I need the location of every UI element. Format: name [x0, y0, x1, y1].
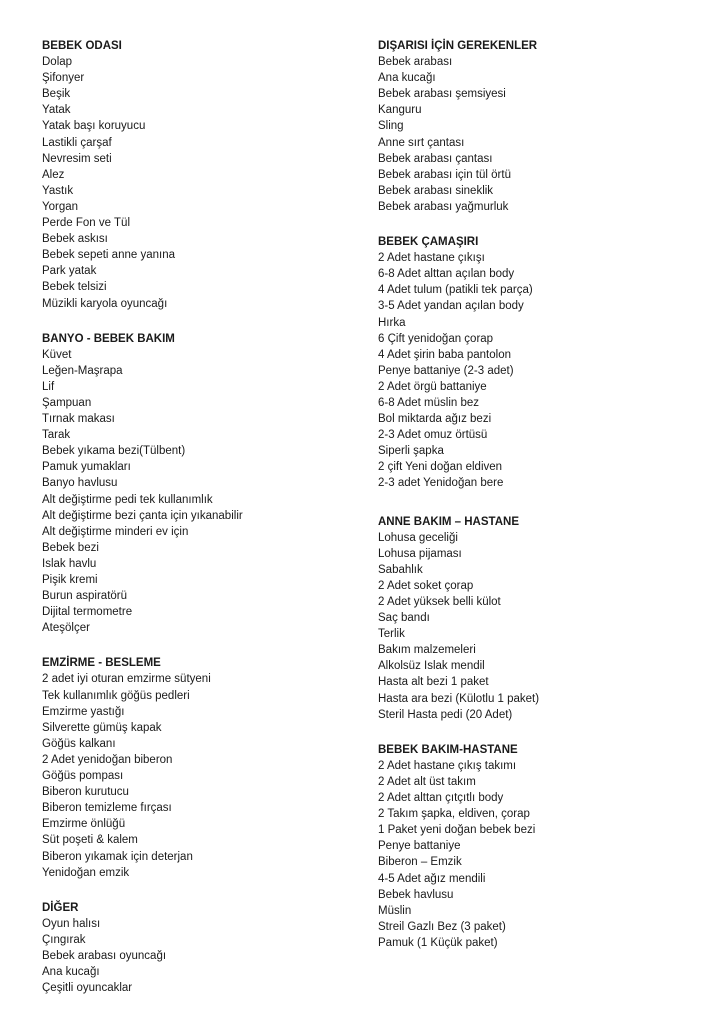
list-item: Oyun halısı [42, 917, 101, 930]
section-title: DIŞARISI İÇİN GEREKENLER [378, 40, 538, 52]
list-item: Banyo havlusu [42, 477, 118, 490]
list-item: Lastikli çarşaf [42, 136, 112, 149]
list-item: Yenidoğan emzik [42, 866, 130, 879]
list-item: Biberon yıkamak için deterjan [42, 850, 193, 863]
list-item: Hasta alt bezi 1 paket [378, 676, 489, 689]
list-item: Pişik kremi [42, 574, 98, 586]
list-item: 6-8 Adet alttan açılan body [378, 268, 515, 281]
section-title: BEBEK ODASI [42, 40, 122, 52]
list-item: 2 Adet yenidoğan biberon [42, 753, 173, 766]
item-list [378, 250, 698, 491]
list-item: Yatak [42, 104, 71, 117]
section-title: BEBEK BAKIM-HASTANE [378, 743, 518, 756]
list-item: Hırka [378, 316, 406, 329]
left-column [42, 38, 362, 1015]
item-list [42, 671, 362, 880]
list-item: Alt değiştirme bezi çanta için yıkanabilir [42, 509, 243, 522]
list-item: Dijital termometre [42, 606, 133, 619]
item-list [378, 758, 698, 951]
list-item: Hasta ara bezi (Külotlu 1 paket) [378, 692, 540, 705]
list-item: 2 çift Yeni doğan eldiven [378, 461, 503, 474]
list-item: Ana kucağı [42, 966, 100, 979]
list-item: Bebek arabası oyuncağı [42, 949, 167, 962]
list-item: 2 Adet hastane çıkış takımı [378, 759, 517, 772]
section-title: ANNE BAKIM – HASTANE [378, 515, 519, 528]
list-item: 2 Adet alttan çıtçıtlı body [378, 792, 504, 805]
list-item: Bebek arabası çantası [378, 152, 493, 165]
right-column [378, 38, 698, 970]
list-item: Ana kucağı [378, 72, 436, 85]
list-item: Ateşölçer [42, 622, 90, 635]
list-item: Penye battaniye [378, 840, 461, 853]
list-item: Bebek sepeti anne yanına [42, 249, 175, 262]
list-item: Bebek telsizi [42, 281, 107, 294]
list-item: Yatak başı koruyucu [42, 120, 146, 133]
list-item: Burun aspiratörü [42, 590, 128, 603]
list-item: Çıngırak [42, 933, 86, 946]
list-item: Beşik [42, 88, 71, 101]
list-item: Silverette gümüş kapak [42, 721, 162, 734]
list-item: Bebek arabası [378, 56, 453, 69]
section-title: DİĞER [42, 901, 79, 914]
section-bebek-bakim-hastane [378, 742, 698, 951]
list-item: 2 Adet hastane çıkışı [378, 252, 485, 265]
section-bebek-odasi [42, 38, 362, 312]
section-banyo-bebek-bakim [42, 331, 362, 637]
list-item: Nevresim seti [42, 152, 112, 165]
list-item: Siperli şapka [378, 445, 444, 458]
list-item: 2 Adet örgü battaniye [378, 380, 487, 393]
list-item: Müslin [378, 904, 412, 917]
list-item: Bol miktarda ağız bezi [378, 413, 492, 426]
list-item: Park yatak [42, 265, 97, 278]
list-item: Lohusa pijaması [378, 547, 462, 560]
list-item: Dolap [42, 56, 73, 69]
list-item: Müzikli karyola oyuncağı [42, 297, 168, 310]
list-item: Alt değiştirme pedi tek kullanımlık [42, 493, 213, 506]
list-item: 4 Adet tulum (patikli tek parça) [378, 284, 533, 297]
list-item: Yastık [42, 184, 74, 197]
list-item: Tek kullanımlık göğüs pedleri [42, 689, 190, 702]
item-list [42, 916, 362, 996]
list-item: 1 Paket yeni doğan bebek bezi [378, 824, 536, 837]
list-item: Bebek arabası şemsiyesi [378, 88, 506, 101]
list-item: Şifonyer [42, 72, 85, 85]
list-item: Çeşitli oyuncaklar [42, 982, 133, 995]
list-item: Lohusa geceliği [378, 531, 458, 544]
list-item: Pamuk yumakları [42, 461, 131, 474]
section-title: EMZİRME - BESLEME [42, 657, 161, 670]
list-item: Biberon kurutucu [42, 786, 129, 799]
section-diger [42, 900, 362, 997]
section-title: BEBEK ÇAMAŞIRI [378, 236, 479, 249]
list-item: Islak havlu [42, 557, 97, 570]
section-disarisi-icin [378, 38, 698, 215]
list-item: 2 adet iyi oturan emzirme sütyeni [42, 673, 211, 686]
list-item: Emzirme yastığı [42, 705, 125, 718]
list-item: Bebek yıkama bezi(Tülbent) [42, 445, 186, 458]
item-list [42, 347, 362, 637]
list-item: Streil Gazlı Bez (3 paket) [378, 920, 506, 933]
list-item: 4-5 Adet ağız mendili [378, 872, 486, 885]
list-item: Leğen-Maşrapa [42, 364, 123, 377]
list-item: Tırnak makası [42, 413, 115, 426]
list-item: Bebek arabası için tül örtü [378, 168, 511, 181]
list-item: Alez [42, 168, 65, 181]
list-item: Bebek bezi [42, 541, 99, 554]
list-item: Küvet [42, 348, 72, 361]
list-item: Bebek arabası yağmurluk [378, 200, 509, 213]
list-item: 2 Adet yüksek belli külot [378, 596, 501, 608]
list-item: Lif [42, 380, 55, 393]
list-item: Sling [378, 120, 404, 133]
section-title: BANYO - BEBEK BAKIM [42, 332, 175, 345]
list-item: Saç bandı [378, 612, 430, 625]
list-item: Bakım malzemeleri [378, 644, 476, 657]
section-bebek-camasiri [378, 234, 698, 492]
list-item: 2-3 adet Yenidoğan bere [378, 477, 504, 490]
item-list [42, 54, 362, 312]
list-item: Yorgan [42, 200, 79, 213]
list-item: Süt poşeti & kalem [42, 834, 138, 847]
list-item: Emzirme önlüğü [42, 818, 126, 831]
list-item: Göğüs pompası [42, 770, 124, 783]
list-item: 6 Çift yenidoğan çorap [378, 332, 494, 345]
section-emzirme-besleme [42, 655, 362, 880]
list-item: Pamuk (1 Küçük paket) [378, 936, 498, 949]
list-item: 2 Adet alt üst takım [378, 775, 476, 788]
list-item: 2 Adet soket çorap [378, 579, 474, 592]
list-item: Anne sırt çantası [378, 136, 465, 149]
list-item: 3-5 Adet yandan açılan body [378, 300, 524, 313]
list-item: 2 Takım şapka, eldiven, çorap [378, 808, 530, 821]
list-item: Bebek askısı [42, 233, 108, 246]
list-item: Steril Hasta pedi (20 Adet) [378, 708, 513, 721]
list-item: 2-3 Adet omuz örtüsü [378, 429, 488, 442]
list-item: 6-8 Adet müslin bez [378, 396, 480, 409]
list-item: Alt değiştirme minderi ev için [42, 525, 189, 538]
list-item: Alkolsüz Islak mendil [378, 660, 485, 673]
item-list [378, 54, 698, 215]
list-item: Perde Fon ve Tül [42, 217, 131, 230]
list-item: Şampuan [42, 396, 92, 409]
list-item: Bebek havlusu [378, 888, 454, 901]
list-item: Bebek arabası sineklik [378, 184, 494, 197]
list-item: Tarak [42, 429, 71, 442]
section-anne-bakim [378, 514, 698, 723]
list-item: Biberon – Emzik [378, 856, 462, 869]
list-item: Sabahlık [378, 563, 423, 576]
list-item: 4 Adet şirin baba pantolon [378, 348, 511, 361]
item-list [378, 530, 698, 723]
list-item: Biberon temizleme fırçası [42, 802, 172, 815]
list-item: Göğüs kalkanı [42, 737, 116, 750]
list-item: Kanguru [378, 104, 422, 117]
list-item: Penye battaniye (2-3 adet) [378, 364, 514, 377]
list-item: Terlik [378, 628, 405, 641]
